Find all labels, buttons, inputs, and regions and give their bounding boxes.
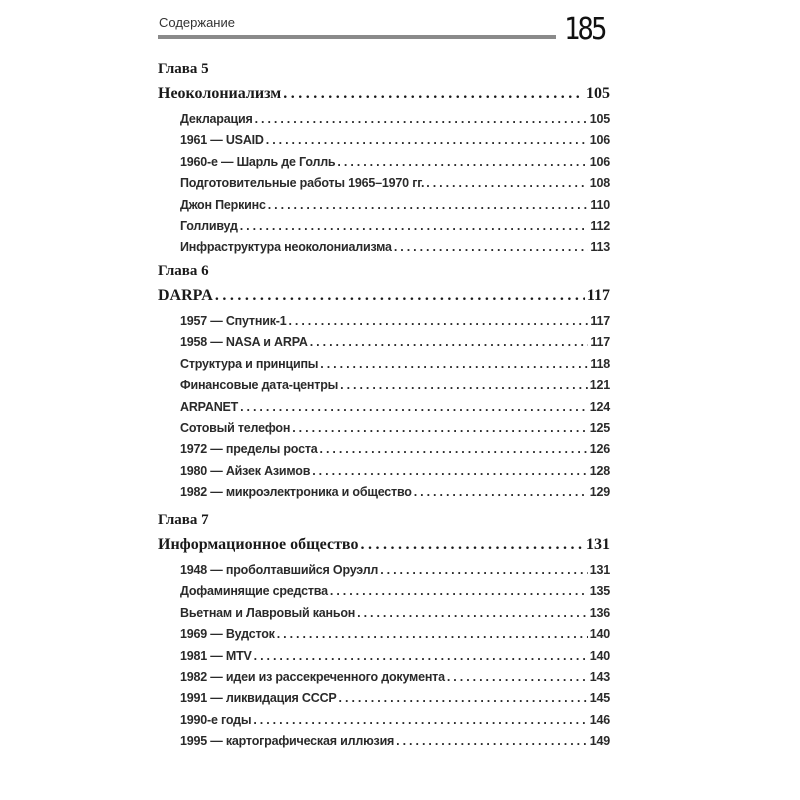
- toc-entry[interactable]: [158, 710, 610, 731]
- dot-leader: [337, 152, 587, 173]
- dot-leader: [380, 560, 588, 581]
- entry-page: 135: [589, 584, 610, 599]
- chapter-page: 105: [586, 85, 610, 102]
- chapter-label: Глава 5: [158, 61, 209, 77]
- entry-page: 140: [589, 648, 610, 663]
- toc-entry[interactable]: [158, 560, 610, 581]
- dot-leader: [339, 688, 588, 709]
- toc-entry[interactable]: [158, 581, 610, 602]
- entry-title: 1980 — Айзек Азимов: [180, 463, 311, 478]
- chapter-label: Глава 7: [158, 512, 209, 528]
- entry-title: Инфраструктура неоколониализма: [180, 240, 392, 255]
- entry-page: 126: [589, 442, 610, 457]
- dot-leader: [240, 216, 589, 237]
- entry-title: Финансовые дата-центры: [180, 378, 339, 393]
- entry-page: 118: [590, 356, 610, 371]
- entry-title: Голливуд: [180, 218, 238, 233]
- chapter-page: 117: [586, 287, 610, 304]
- entry-page: 108: [589, 176, 610, 191]
- dot-leader: [292, 418, 588, 439]
- dot-leader: [240, 397, 588, 418]
- entry-title: 1957 — Спутник-1: [180, 314, 287, 328]
- toc-entry[interactable]: [158, 439, 610, 460]
- dot-leader: [215, 283, 585, 309]
- entry-page: 106: [589, 133, 610, 148]
- entry-title: 1960-е — Шарль де Голль: [180, 154, 336, 169]
- toc-entry[interactable]: [158, 130, 610, 151]
- entry-title: Структура и принципы: [180, 356, 319, 371]
- dot-leader: [310, 332, 589, 353]
- dot-leader: [340, 375, 588, 396]
- toc-entry[interactable]: [158, 195, 610, 216]
- toc-entry[interactable]: [158, 731, 610, 752]
- entry-page: 110: [590, 197, 610, 212]
- toc-entry[interactable]: [158, 646, 610, 667]
- chapter-title: Неоколониализм: [158, 85, 282, 102]
- entry-title: ARPANET: [180, 399, 239, 414]
- toc-entry[interactable]: [158, 237, 610, 258]
- entry-page: 145: [589, 691, 610, 706]
- dot-leader: [253, 710, 587, 731]
- header-rule: [158, 35, 556, 39]
- entry-title: 1981 — MTV: [180, 648, 252, 663]
- entry-page: 149: [589, 734, 610, 749]
- toc-entry[interactable]: [158, 624, 610, 645]
- dot-leader: [396, 731, 588, 752]
- chapter-section: [158, 508, 610, 753]
- entry-title: Вьетнам и Лавровый каньон: [180, 605, 356, 620]
- dot-leader: [254, 646, 588, 667]
- toc-entry[interactable]: [158, 332, 610, 353]
- toc-entry[interactable]: [158, 482, 610, 503]
- entry-title: 1990-е годы: [180, 712, 252, 727]
- entry-title: 1972 — пределы роста: [180, 442, 318, 457]
- entry-page: 143: [589, 669, 610, 684]
- dot-leader: [320, 354, 588, 375]
- chapter-title-row[interactable]: [158, 532, 610, 558]
- dot-leader: [255, 109, 588, 130]
- entry-page: 121: [589, 378, 610, 393]
- toc-entry[interactable]: [158, 667, 610, 688]
- entry-title: 1995 — картографическая иллюзия: [180, 734, 395, 749]
- dot-leader: [266, 130, 588, 151]
- dot-leader: [312, 461, 588, 482]
- entry-page: 129: [589, 485, 610, 500]
- entry-page: 140: [589, 627, 610, 642]
- entry-title: 1948 — проболтавшийся Оруэлл: [180, 563, 379, 577]
- dot-leader: [277, 624, 588, 645]
- toc-entry[interactable]: [158, 109, 610, 130]
- dot-leader: [447, 667, 588, 688]
- toc-entry[interactable]: [158, 354, 610, 375]
- chapter-label: Глава 6: [158, 263, 209, 279]
- toc-entry[interactable]: [158, 688, 610, 709]
- dot-leader: [330, 581, 588, 602]
- dot-leader: [394, 237, 589, 258]
- toc-entry[interactable]: [158, 375, 610, 396]
- entry-page: 117: [590, 314, 610, 328]
- chapter-title-row[interactable]: [158, 283, 610, 309]
- toc-entry[interactable]: [158, 603, 610, 624]
- chapter-page: 131: [586, 536, 610, 553]
- entry-page: 131: [589, 563, 610, 577]
- page-number: 185: [564, 12, 605, 47]
- dot-leader: [360, 532, 584, 558]
- entry-page: 117: [590, 335, 610, 350]
- toc-entry[interactable]: [158, 397, 610, 418]
- chapter-title: DARPA: [158, 287, 213, 304]
- entry-page: 105: [589, 112, 610, 126]
- entry-page: 106: [589, 154, 610, 169]
- chapter-title: Информационное общество: [158, 536, 359, 553]
- entry-title: 1982 — идеи из рассекреченного документа: [180, 669, 445, 684]
- entry-title: 1969 — Вудсток: [180, 627, 275, 642]
- dot-leader: [288, 311, 588, 332]
- dot-leader: [268, 195, 589, 216]
- entry-page: 136: [589, 605, 610, 620]
- entry-title: 1991 — ликвидация СССР: [180, 691, 337, 706]
- dot-leader: [426, 173, 587, 194]
- toc-entry[interactable]: [158, 216, 610, 237]
- chapter-section: [158, 57, 610, 259]
- running-header-title: Содержание: [159, 15, 235, 30]
- entry-page: 112: [590, 218, 610, 233]
- toc-entry[interactable]: [158, 173, 610, 194]
- entry-title: 1958 — NASA и ARPA: [180, 335, 308, 350]
- entry-title: Подготовительные работы 1965–1970 гг.: [180, 176, 425, 191]
- toc-entry[interactable]: [158, 152, 610, 173]
- entry-title: Джон Перкинс: [180, 197, 266, 212]
- entry-title: Декларация: [180, 112, 253, 126]
- entry-page: 125: [589, 420, 610, 435]
- toc-entry[interactable]: [158, 461, 610, 482]
- chapter-section: [158, 259, 610, 504]
- dot-leader: [283, 81, 584, 107]
- entry-title: 1982 — микроэлектроника и общество: [180, 485, 412, 500]
- toc-entry[interactable]: [158, 418, 610, 439]
- entry-title: Сотовый телефон: [180, 420, 291, 435]
- dot-leader: [414, 482, 588, 503]
- dot-leader: [320, 439, 588, 460]
- entry-title: 1961 — USAID: [180, 133, 264, 148]
- entry-page: 128: [589, 463, 610, 478]
- entry-page: 146: [589, 712, 610, 727]
- entry-page: 124: [589, 399, 610, 414]
- toc-entry[interactable]: [158, 311, 610, 332]
- dot-leader: [357, 603, 588, 624]
- chapter-title-row[interactable]: [158, 81, 610, 107]
- entry-title: Дофаминящие средства: [180, 584, 328, 599]
- entry-page: 113: [590, 240, 610, 255]
